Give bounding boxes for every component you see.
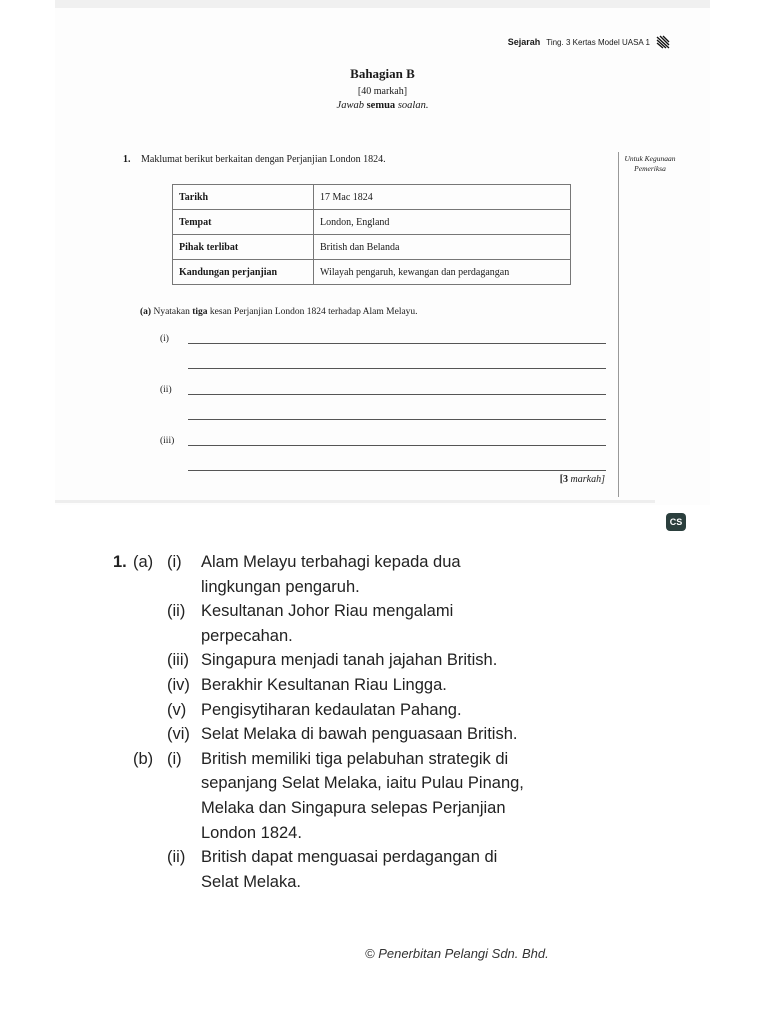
answer-continuation — [201, 796, 593, 821]
answer-line[interactable] — [188, 419, 606, 420]
section-title: Bahagian B — [350, 66, 415, 81]
table-row — [173, 235, 571, 260]
answer-label-ii: (ii) — [160, 385, 172, 395]
answer-roman: (i) — [167, 553, 182, 571]
publisher-logo-icon — [656, 35, 670, 49]
answer-text: sepanjang Selat Melaka, iaitu Pulau Pinang, — [201, 774, 524, 793]
page-header — [508, 35, 670, 49]
treaty-info-table — [172, 184, 571, 285]
sub-question-pre: Nyatakan — [153, 307, 190, 317]
answer-text: Pengisytiharan kedaulatan Pahang. — [201, 700, 462, 719]
answer-roman: (ii) — [167, 602, 186, 621]
marks-label: [3 markah] — [559, 474, 605, 485]
sub-question-bold: tiga — [192, 307, 208, 317]
table-value: London, England — [314, 210, 571, 235]
question-text: Maklumat berikut berkaitan dengan Perjanjian London 1824. — [141, 154, 386, 165]
subject-label: Sejarah — [507, 37, 541, 47]
sub-question-label: (a) — [140, 307, 152, 317]
table-value: 17 Mac 1824 — [314, 185, 571, 210]
answer-roman: (i) — [167, 749, 182, 768]
answer-label-i: (i) — [160, 334, 169, 344]
answer-text: Melaka dan Singapura selepas Perjanjian — [201, 798, 506, 817]
answer-line[interactable] — [188, 368, 606, 369]
answer-text: Singapura menjadi tanah jajahan British. — [201, 651, 498, 670]
examiner-column-rule — [618, 152, 619, 497]
section-instruction — [55, 100, 710, 111]
answer-text: British dapat menguasai perdagangan di — [201, 848, 498, 867]
table-value: British dan Belanda — [314, 235, 571, 260]
table-row — [173, 210, 571, 235]
answer-roman: (iv) — [167, 675, 190, 694]
answer-text: lingkungan pengaruh. — [201, 577, 360, 596]
answer-line[interactable] — [188, 445, 606, 446]
answer-item — [133, 747, 593, 772]
answer-continuation — [201, 771, 593, 796]
answer-roman: (v) — [167, 700, 187, 719]
answer-item — [133, 845, 593, 870]
answer-item — [113, 550, 593, 575]
answer-line[interactable] — [188, 470, 606, 471]
answer-line[interactable] — [188, 343, 606, 344]
answer-part-b: (b) — [133, 749, 154, 768]
answer-scheme — [113, 550, 593, 894]
sub-question-a — [140, 307, 418, 317]
answer-text: London 1824. — [201, 823, 302, 842]
table-row — [173, 260, 571, 285]
table-key: Tempat — [173, 210, 314, 235]
answer-label-iii: (iii) — [160, 436, 175, 446]
answer-roman: (vi) — [167, 725, 190, 744]
publisher-credit: © Penerbitan Pelangi Sdn. Bhd. — [365, 946, 549, 961]
scan-edge — [55, 500, 655, 503]
instruction-bold: semua — [366, 100, 396, 111]
instruction-rest: soalan. — [397, 100, 429, 111]
examiner-note: Untuk Kegunaan Pemeriksa — [624, 154, 676, 173]
question-stem — [123, 154, 386, 165]
instruction-italic: Jawab — [336, 100, 364, 111]
answer-continuation — [201, 870, 593, 895]
answer-item — [133, 648, 593, 673]
answer-text: Selat Melaka di bawah penguasaan British. — [201, 725, 518, 744]
answer-text: Berakhir Kesultanan Riau Lingga. — [201, 675, 447, 694]
answer-item — [133, 722, 593, 747]
table-value: Wilayah pengaruh, kewangan dan perdagangan — [314, 260, 571, 285]
answer-continuation — [201, 575, 593, 600]
answer-text: perpecahan. — [201, 626, 293, 645]
answer-item — [133, 673, 593, 698]
camscanner-badge: CS — [666, 513, 686, 531]
answer-number: 1. — [113, 553, 127, 571]
exam-paper-scan — [55, 0, 710, 505]
table-key: Pihak terlibat — [173, 235, 314, 260]
section-marks: [40 markah] — [357, 86, 408, 97]
answer-item — [133, 698, 593, 723]
answer-text: Alam Melayu terbahagi kepada dua — [201, 553, 461, 571]
table-key: Tarikh — [173, 185, 314, 210]
answer-roman: (ii) — [167, 848, 186, 867]
answer-text: British memiliki tiga pelabuhan strategik di — [201, 749, 509, 768]
sub-question-post: kesan Perjanjian London 1824 terhadap Alam Melayu. — [209, 307, 418, 317]
answer-continuation — [201, 624, 593, 649]
paper-label: Ting. 3 Kertas Model UASA 1 — [546, 37, 650, 47]
answer-text: Kesultanan Johor Riau mengalami — [201, 602, 454, 621]
answer-line[interactable] — [188, 394, 606, 395]
answer-roman: (iii) — [167, 651, 189, 670]
answer-text: Selat Melaka. — [201, 872, 301, 891]
table-row — [173, 185, 571, 210]
question-number: 1. — [123, 154, 131, 165]
top-edge — [55, 0, 710, 8]
answer-part-a: (a) — [133, 553, 154, 571]
answer-item — [133, 599, 593, 624]
answer-continuation — [201, 821, 593, 846]
table-key: Kandungan perjanjian — [173, 260, 314, 285]
